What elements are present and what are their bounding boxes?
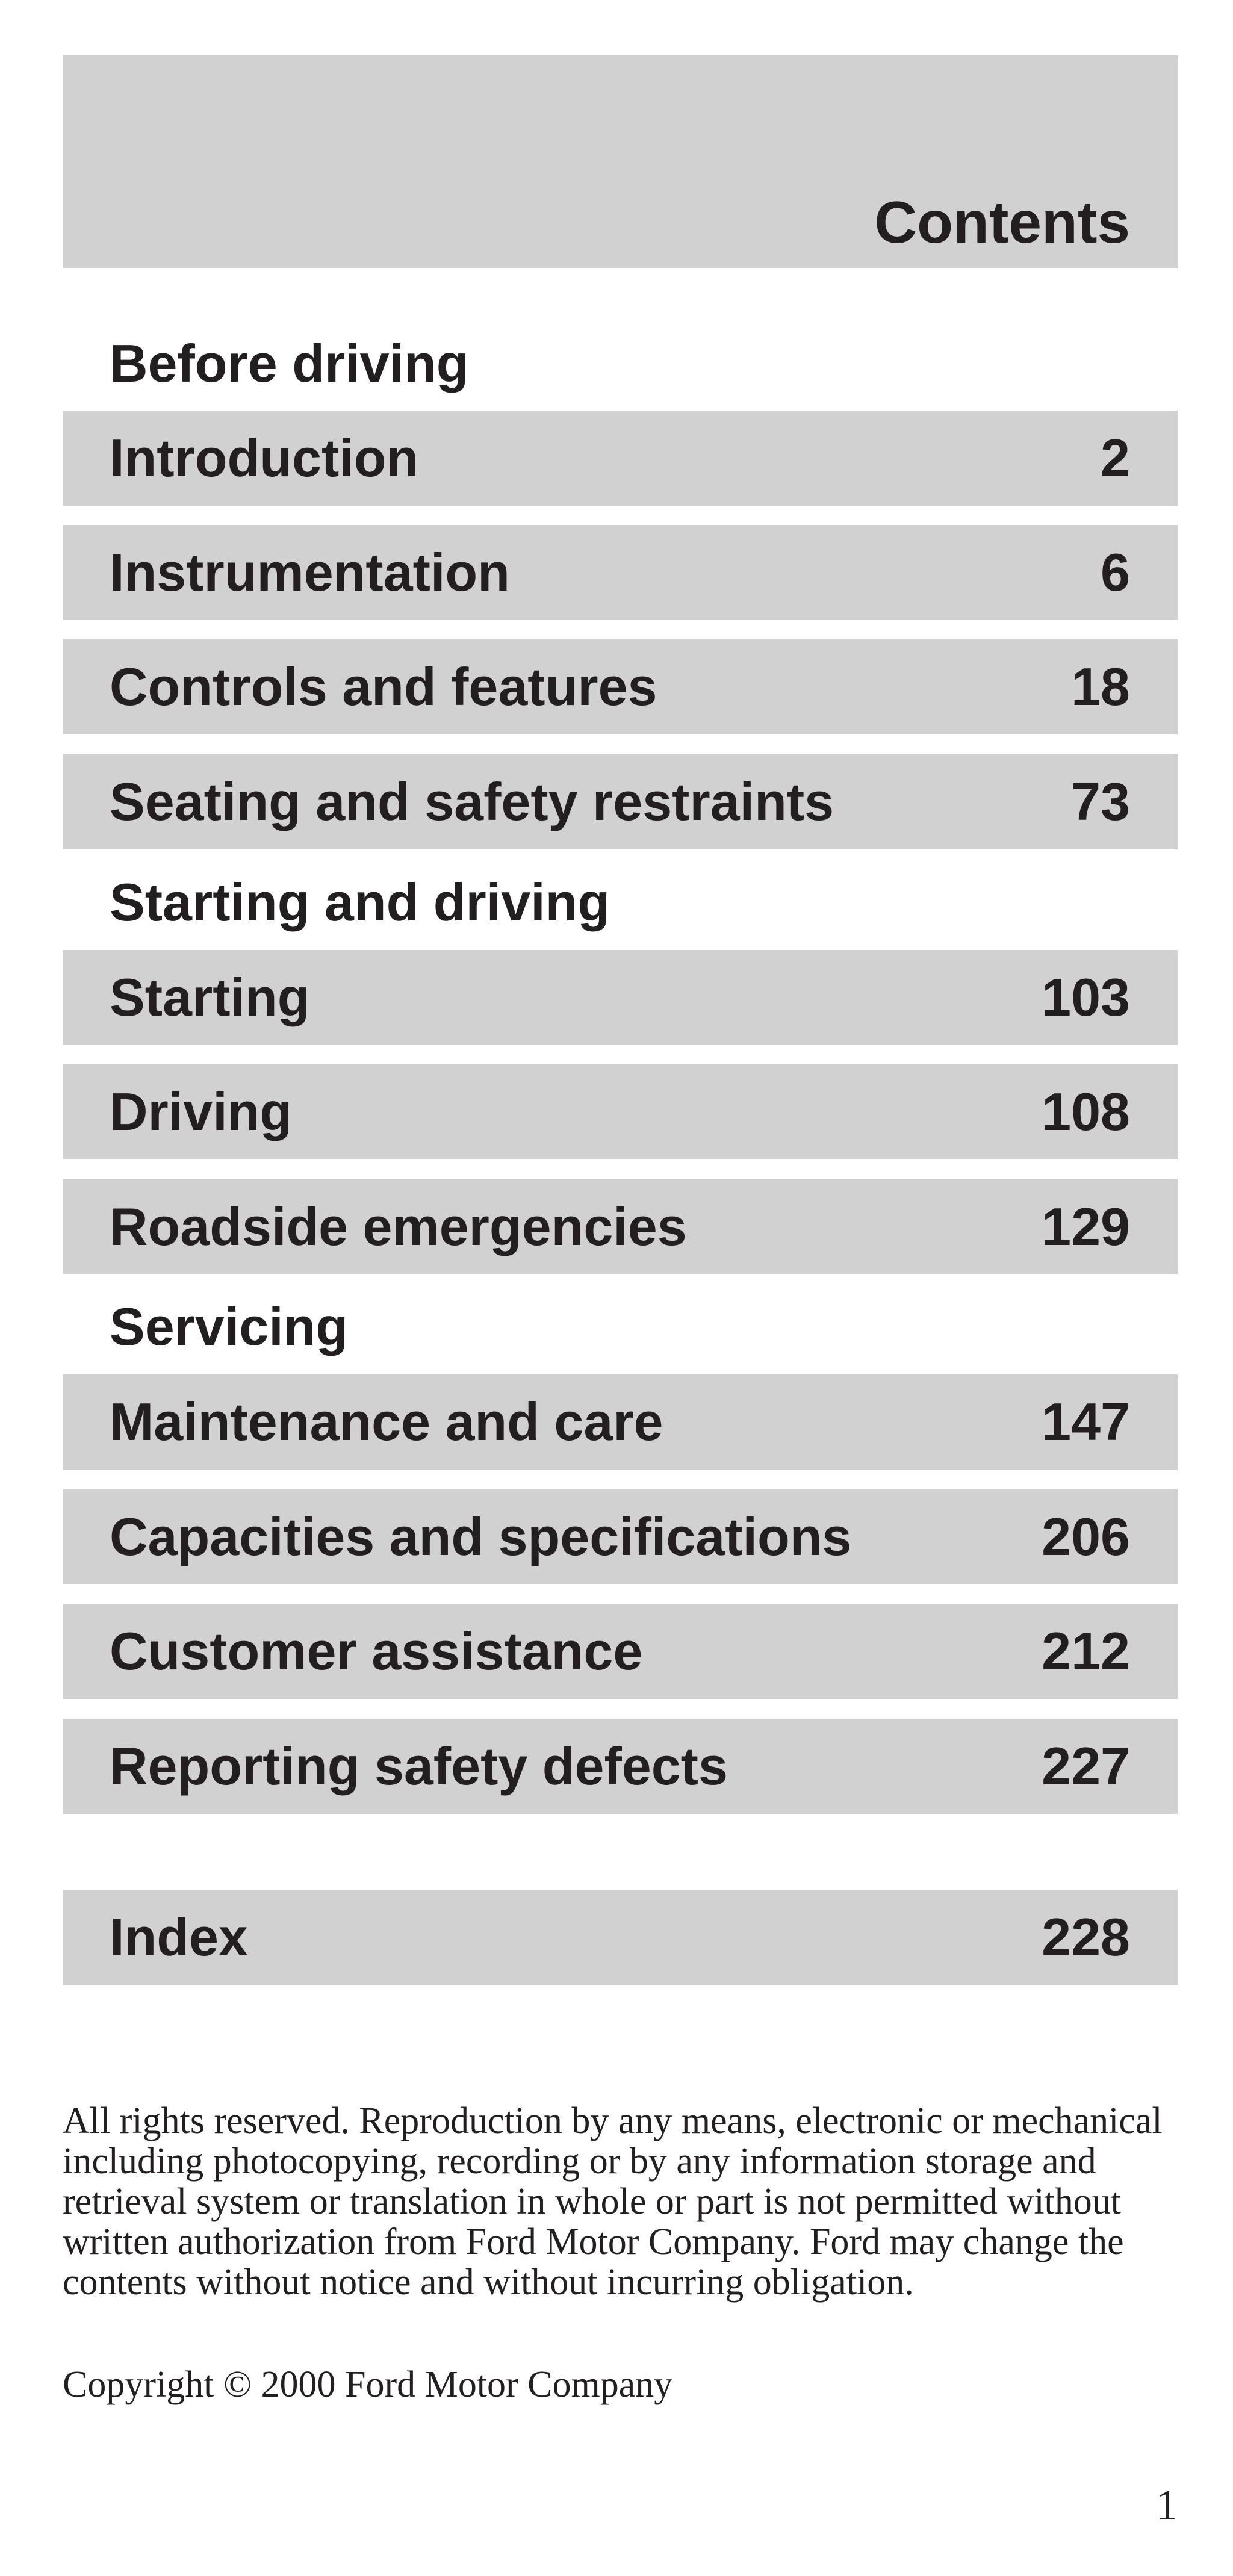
toc-entry-index[interactable] bbox=[63, 1890, 1178, 1985]
toc-entry-label: Reporting safety defects bbox=[110, 1736, 728, 1796]
toc-entry-label: Starting bbox=[110, 967, 310, 1027]
toc-entry-label: Introduction bbox=[110, 428, 419, 488]
page-title: Contents bbox=[874, 189, 1130, 255]
toc-entry-page: 206 bbox=[1042, 1507, 1130, 1566]
toc-entry-label: Customer assistance bbox=[110, 1621, 643, 1681]
toc-entry-page: 6 bbox=[1101, 542, 1130, 602]
toc-entry-label: Seating and safety restraints bbox=[110, 772, 834, 831]
toc-entry-seating-and-safety-restraints[interactable] bbox=[63, 754, 1178, 849]
toc-entry-page: 108 bbox=[1042, 1082, 1130, 1141]
toc-entry-capacities-and-specifications[interactable] bbox=[63, 1489, 1178, 1584]
toc-entry-label: Index bbox=[110, 1907, 248, 1967]
toc-entry-page: 18 bbox=[1071, 657, 1130, 716]
toc-entry-page: 2 bbox=[1101, 428, 1130, 488]
legal-notice: All rights reserved. Reproduction by any means, electronic or mechanical including photocopying, recording or by any information storage and retrieval system or translation in whole or part is not permitted without written authorization from Ford Motor Company. Ford may change the contents without notice and without incurring obligation. bbox=[63, 2100, 1163, 2303]
toc-entry-label: Instrumentation bbox=[110, 542, 510, 602]
toc-entry-introduction[interactable] bbox=[63, 411, 1178, 506]
toc-entry-starting[interactable] bbox=[63, 950, 1178, 1045]
section-heading-servicing: Servicing bbox=[110, 1297, 349, 1356]
toc-entry-page: 147 bbox=[1042, 1392, 1130, 1451]
toc-entry-customer-assistance[interactable] bbox=[63, 1604, 1178, 1699]
toc-entry-page: 228 bbox=[1042, 1907, 1130, 1967]
section-heading-before-driving: Before driving bbox=[110, 334, 469, 393]
toc-entry-controls-and-features[interactable] bbox=[63, 639, 1178, 734]
page-number: 1 bbox=[1156, 2481, 1178, 2529]
contents-header bbox=[63, 55, 1178, 268]
toc-entry-page: 227 bbox=[1042, 1736, 1130, 1796]
toc-entry-label: Driving bbox=[110, 1082, 293, 1141]
toc-entry-label: Capacities and specifications bbox=[110, 1507, 852, 1566]
toc-entry-label: Roadside emergencies bbox=[110, 1197, 687, 1256]
toc-entry-page: 129 bbox=[1042, 1197, 1130, 1256]
toc-entry-maintenance-and-care[interactable] bbox=[63, 1374, 1178, 1470]
toc-entry-label: Controls and features bbox=[110, 657, 657, 716]
toc-entry-page: 212 bbox=[1042, 1621, 1130, 1681]
toc-entry-driving[interactable] bbox=[63, 1064, 1178, 1159]
toc-entry-label: Maintenance and care bbox=[110, 1392, 663, 1451]
toc-entry-reporting-safety-defects[interactable] bbox=[63, 1719, 1178, 1814]
toc-entry-page: 73 bbox=[1071, 772, 1130, 831]
copyright-notice: Copyright © 2000 Ford Motor Company bbox=[63, 2364, 673, 2405]
toc-entry-page: 103 bbox=[1042, 967, 1130, 1027]
toc-entry-instrumentation[interactable] bbox=[63, 525, 1178, 620]
section-heading-starting-and-driving: Starting and driving bbox=[110, 872, 610, 932]
toc-entry-roadside-emergencies[interactable] bbox=[63, 1179, 1178, 1274]
